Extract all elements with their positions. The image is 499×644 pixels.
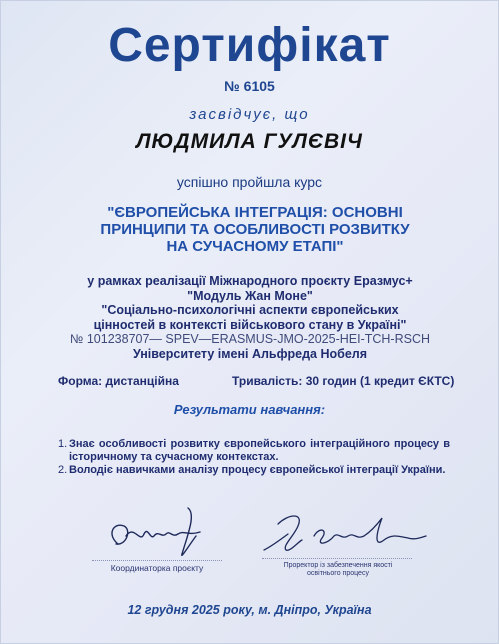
framework-line: "Соціально-психологічні аспекти європейських xyxy=(101,303,399,317)
certificate-title: Сертифікат xyxy=(108,19,391,72)
university-name: Університету імені Альфреда Нобеля xyxy=(132,346,368,361)
signature-line xyxy=(262,558,412,559)
framework-line: у рамках реалізації Міжнародного проєкту Еразмус+ xyxy=(87,274,413,288)
guarantor-caption-line: освітнього процесу xyxy=(307,570,369,577)
certifies-text: засвідчує, що xyxy=(189,106,310,123)
certificate-number: № 6105 xyxy=(224,78,275,94)
results-title: Результати навчання: xyxy=(173,402,326,417)
guarantor-signature xyxy=(258,506,428,562)
issue-date-place: 12 грудня 2025 року, м. Дніпро, Україна xyxy=(127,603,372,617)
project-registration-number: № 101238707— SPEV—ERASMUS-JMO-2025-HEI-TCH-RSCH xyxy=(69,332,431,346)
result-text: Знає особливості розвитку європейського інтеграційного процесу в історичному та сучасному контекстах. xyxy=(69,438,450,463)
passed-course-text: успішно пройшла курс xyxy=(176,174,323,190)
result-number: 1. xyxy=(58,438,68,450)
study-form: Форма: дистанційна xyxy=(58,374,179,388)
result-number: 2. xyxy=(58,463,68,476)
course-title-line: ПРИНЦИПИ ТА ОСОБЛИВОСТІ РОЗВИТКУ xyxy=(100,221,410,238)
signature-line xyxy=(92,560,222,561)
guarantor-caption xyxy=(258,562,418,578)
recipient-name: ЛЮДМИЛА ГУЛЄВІЧ xyxy=(136,130,363,153)
course-duration: Тривалість: 30 годин (1 кредит ЄКТС) xyxy=(232,374,455,388)
framework-line: "Модуль Жан Моне" xyxy=(187,288,313,303)
project-framework xyxy=(40,274,460,361)
learning-result-item xyxy=(58,438,450,464)
coordinator-signature xyxy=(104,504,224,564)
guarantor-caption-line: Проректор із забезпечення якості xyxy=(283,562,393,569)
learning-results-list xyxy=(58,438,450,476)
course-title-line: "ЄВРОПЕЙСЬКА ІНТЕГРАЦІЯ: ОСНОВНІ xyxy=(107,204,403,221)
course-title-line: НА СУЧАСНОМУ ЕТАПІ" xyxy=(166,238,344,255)
learning-result-item xyxy=(58,464,450,477)
course-title xyxy=(60,204,450,255)
coordinator-caption: Координаторка проєкту xyxy=(110,563,204,573)
framework-line: цінностей в контексті військового стану в Україні" xyxy=(93,317,407,332)
result-text: Володіє навичками аналізу процесу європейської інтеграції України. xyxy=(69,463,446,476)
